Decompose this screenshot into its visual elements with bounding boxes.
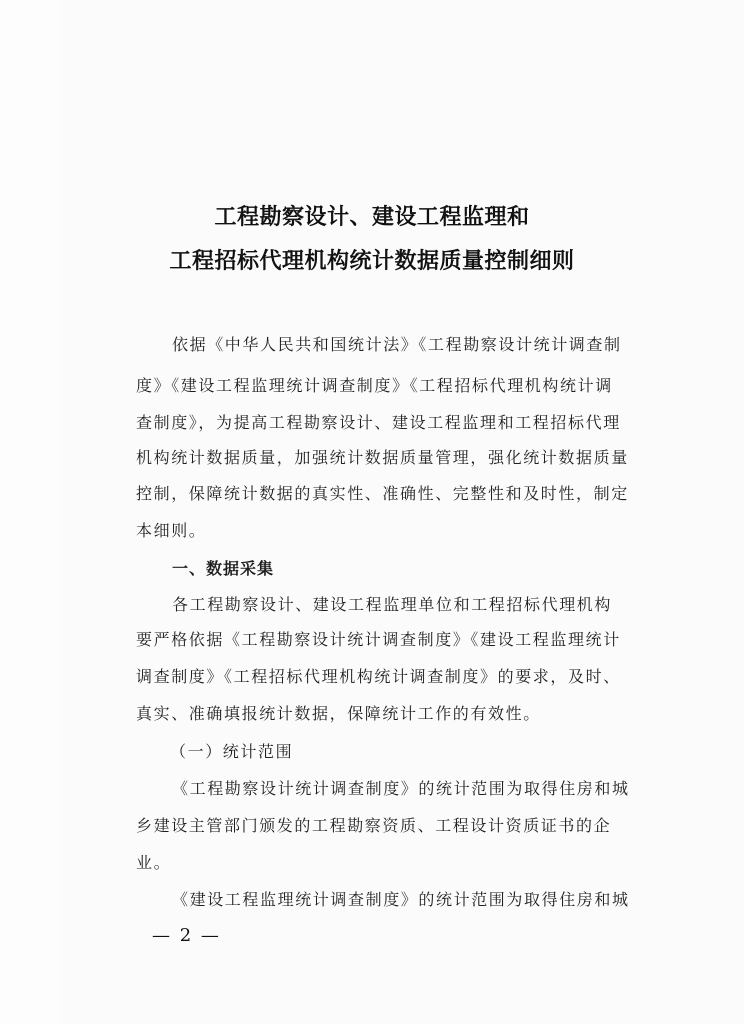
page-number: — 2 — [152,925,221,946]
intro-line: 查制度》，为提高工程勘察设计、建设工程监理和工程招标代理 [136,413,621,432]
subsection-line: 《工程勘察设计统计调查制度》的统计范围为取得住房和城 [172,779,630,798]
section-line: 调查制度》《工程招标代理机构统计调查制度》的要求，及时、 [136,667,621,686]
intro-line: 度》《建设工程监理统计调查制度》《工程招标代理机构统计调 [136,376,613,395]
subsection-heading: （一）统计范围 [170,742,294,761]
intro-line: 本细则。 [136,521,207,540]
section-line: 各工程勘察设计、建设工程监理单位和工程招标代理机构 [172,595,613,614]
section-line: 真实、准确填报统计数据，保障统计工作的有效性。 [136,704,541,723]
intro-line: 依据《中华人民共和国统计法》《工程勘察设计统计调查制 [172,335,622,354]
intro-line: 机构统计数据质量，加强统计数据质量管理，强化统计数据质量 [136,448,629,467]
scan-margin [0,0,60,1024]
section-line: 要严格依据《工程勘察设计统计调查制度》《建设工程监理统计 [136,630,621,649]
subsection-line: 乡建设主管部门颁发的工程勘察资质、工程设计资质证书的企 [136,816,612,835]
document-title-line-1: 工程勘察设计、建设工程监理和 [214,204,530,230]
section-heading: 一、数据采集 [172,559,275,578]
subsection-line: 《建设工程监理统计调查制度》的统计范围为取得住房和城 [172,890,630,909]
document-title-line-2: 工程招标代理机构统计数据质量控制细则 [169,248,575,274]
subsection-line: 业。 [136,853,172,872]
intro-line: 控制，保障统计数据的真实性、准确性、完整性和及时性，制定 [136,484,629,503]
